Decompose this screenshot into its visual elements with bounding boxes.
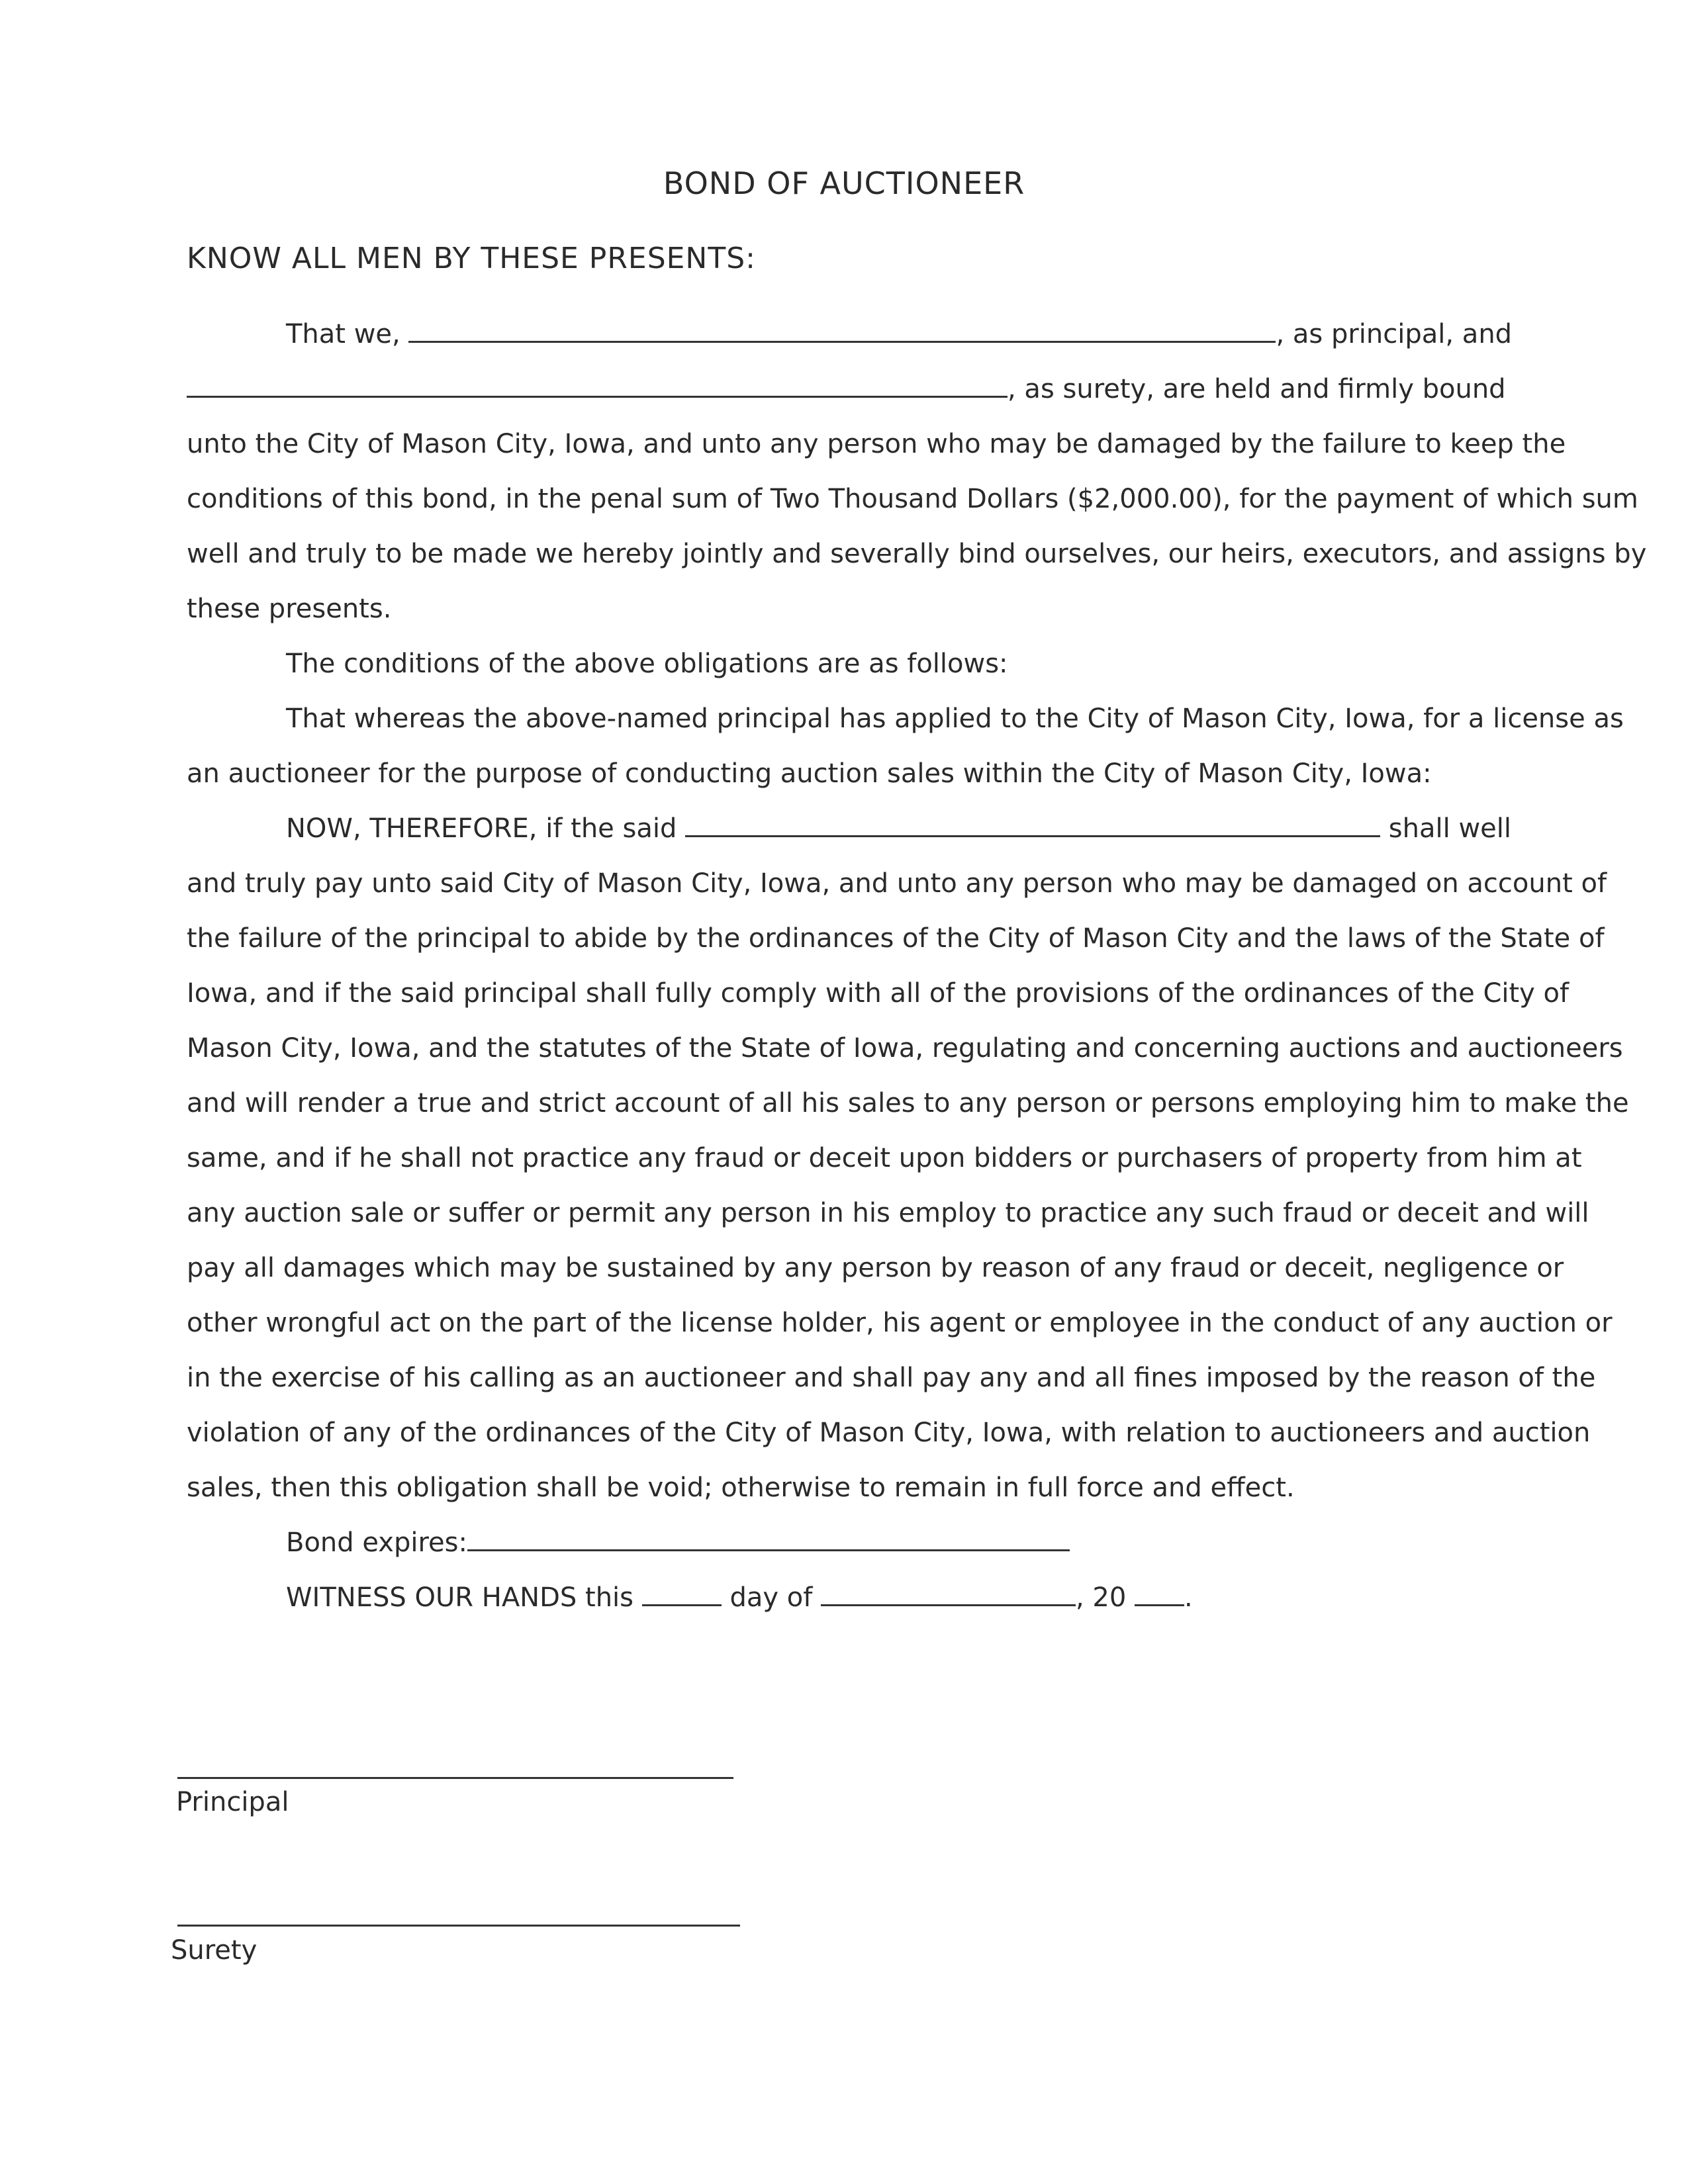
para4-line6: and will render a true and strict account of all his sales to any person or persons employing him to make the [187, 1088, 1629, 1118]
surety-label: Surety [171, 1935, 258, 1966]
witness-line: WITNESS OUR HANDS this day of , 20 . [286, 1582, 1193, 1613]
witness-day-blank[interactable] [642, 1584, 722, 1606]
para4-line8: any auction sale or suffer or permit any person in his employ to practice any such fraud or deceit and will [187, 1198, 1589, 1228]
para4-line11: in the exercise of his calling as an auctioneer and shall pay any and all fines imposed by the reason of the [187, 1363, 1596, 1393]
para1-line5: well and truly to be made we hereby jointly and severally bind ourselves, our heirs, executors, and assigns by [187, 539, 1647, 569]
para4-line10: other wrongful act on the part of the license holder, his agent or employee in the conduct of any auction or [187, 1308, 1613, 1338]
surety-signature-line[interactable] [177, 1925, 740, 1927]
bond-expires-blank[interactable] [467, 1529, 1070, 1551]
para1-line3: unto the City of Mason City, Iowa, and unto any person who may be damaged by the failure to keep the [187, 429, 1566, 459]
para4-line13: sales, then this obligation shall be void; otherwise to remain in full force and effect. [187, 1473, 1295, 1503]
principal-name-blank[interactable] [408, 321, 1276, 343]
para4-line3: the failure of the principal to abide by the ordinances of the City of Mason City and the laws of the State of [187, 923, 1605, 954]
document-title: BOND OF AUCTIONEER [663, 165, 1025, 201]
para4-line2: and truly pay unto said City of Mason City, Iowa, and unto any person who may be damaged on account of [187, 868, 1607, 899]
witness-month-blank[interactable] [821, 1584, 1076, 1606]
bond-expires-line: Bond expires: [187, 1515, 1477, 1570]
para1-line6: these presents. [187, 594, 392, 624]
para4-line12: violation of any of the ordinances of the City of Mason City, Iowa, with relation to auctioneers and auction [187, 1418, 1591, 1448]
para2-line1: The conditions of the above obligations are as follows: [286, 649, 1008, 679]
para1-line1: That we, , as principal, and [286, 319, 1513, 349]
witness-year-blank[interactable] [1135, 1584, 1184, 1606]
para1-line4: conditions of this bond, in the penal sum of Two Thousand Dollars ($2,000.00), for the payment of which sum [187, 484, 1638, 514]
para4-line9: pay all damages which may be sustained by any person by reason of any fraud or deceit, negligence or [187, 1253, 1564, 1283]
document-heading: KNOW ALL MEN BY THESE PRESENTS: [187, 242, 756, 275]
principal-signature-line[interactable] [177, 1777, 733, 1779]
para1-line2: , as surety, are held and firmly bound [187, 361, 1477, 417]
said-name-blank[interactable] [685, 815, 1380, 837]
para4-line7: same, and if he shall not practice any fraud or deceit upon bidders or purchasers of property from him at [187, 1143, 1582, 1173]
para4-line5: Mason City, Iowa, and the statutes of the State of Iowa, regulating and concerning auctions and auctioneers [187, 1033, 1623, 1064]
principal-label: Principal [176, 1787, 289, 1817]
para4-line1: NOW, THEREFORE, if the said shall well [286, 813, 1511, 844]
surety-name-blank[interactable] [187, 376, 1008, 398]
para4-line4: Iowa, and if the said principal shall fully comply with all of the provisions of the ordinances of the City of [187, 978, 1570, 1009]
para3-line1: That whereas the above-named principal has applied to the City of Mason City, Iowa, for a license as [286, 704, 1624, 734]
para3-line2: an auctioneer for the purpose of conducting auction sales within the City of Mason City, Iowa: [187, 758, 1432, 789]
